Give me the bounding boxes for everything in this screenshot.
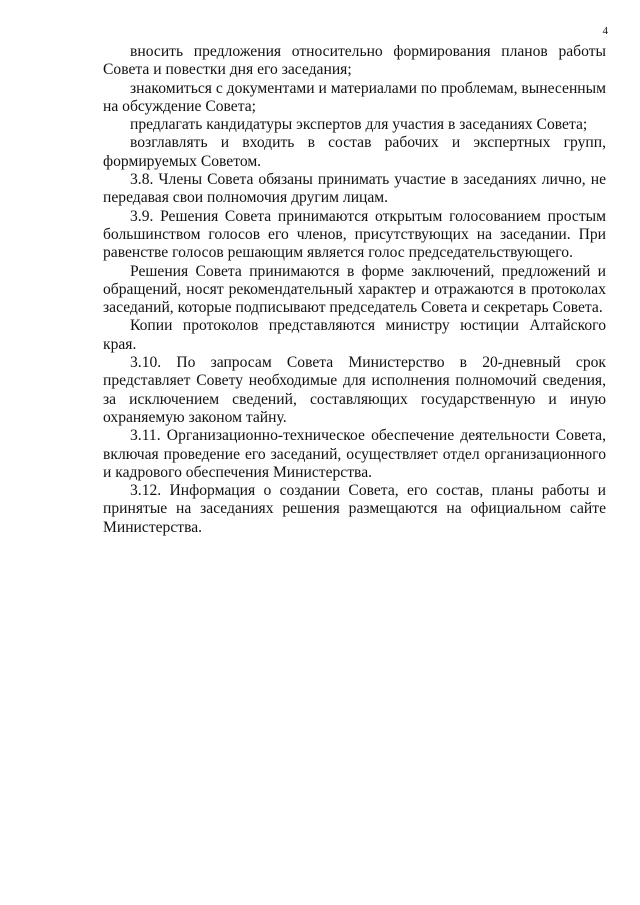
paragraph-3-11: 3.11. Организационно-техническое обеспечение деятельности Совета, включая проведение его заседаний, осуществляет отдел организационного и кадрового обеспечения Министерства.: [103, 427, 606, 481]
paragraph-lead-groups: возглавлять и входить в состав рабочих и экспертных групп, формируемых Советом.: [103, 134, 606, 170]
paragraph-3-9: 3.9. Решения Совета принимаются открытым голосованием простым большинством голосов его членов, присутствующих на заседании. При равенстве голосов решающим является голос председательствующего.: [103, 207, 606, 262]
paragraph-propose-plans: вносить предложения относительно формирования планов работы Совета и повестки дня его заседания;: [103, 43, 606, 79]
paragraph-3-8: 3.8. Члены Совета обязаны принимать участие в заседаниях лично, не передавая свои полномочия другим лицам.: [103, 171, 606, 207]
paragraph-protocol-copies: Копии протоколов представляются министру юстиции Алтайского края.: [103, 317, 606, 353]
paragraph-3-12: 3.12. Информация о создании Совета, его состав, планы работы и принятые на заседаниях решения размещаются на официальном сайте Министерства.: [103, 482, 606, 536]
paragraph-review-documents: знакомиться с документами и материалами по проблемам, вынесенным на обсуждение Совета;: [103, 79, 606, 115]
page-number: 4: [602, 25, 608, 37]
paragraph-propose-experts: предлагать кандидатуры экспертов для участия в заседаниях Совета;: [130, 116, 588, 134]
document-body: [103, 43, 606, 537]
paragraph-decisions-form: Решения Совета принимаются в форме заключений, предложений и обращений, носят рекомендательный характер и отражаются в протоколах заседаний, которые подписывают председатель Совета и секретарь Совета.: [103, 262, 606, 317]
paragraph-3-10: 3.10. По запросам Совета Министерство в 20-дневный срок представляет Совету необходимые для исполнения полномочий сведения, за исключением сведений, составляющих государственную и иную охраняемую законом тайну.: [103, 354, 606, 426]
